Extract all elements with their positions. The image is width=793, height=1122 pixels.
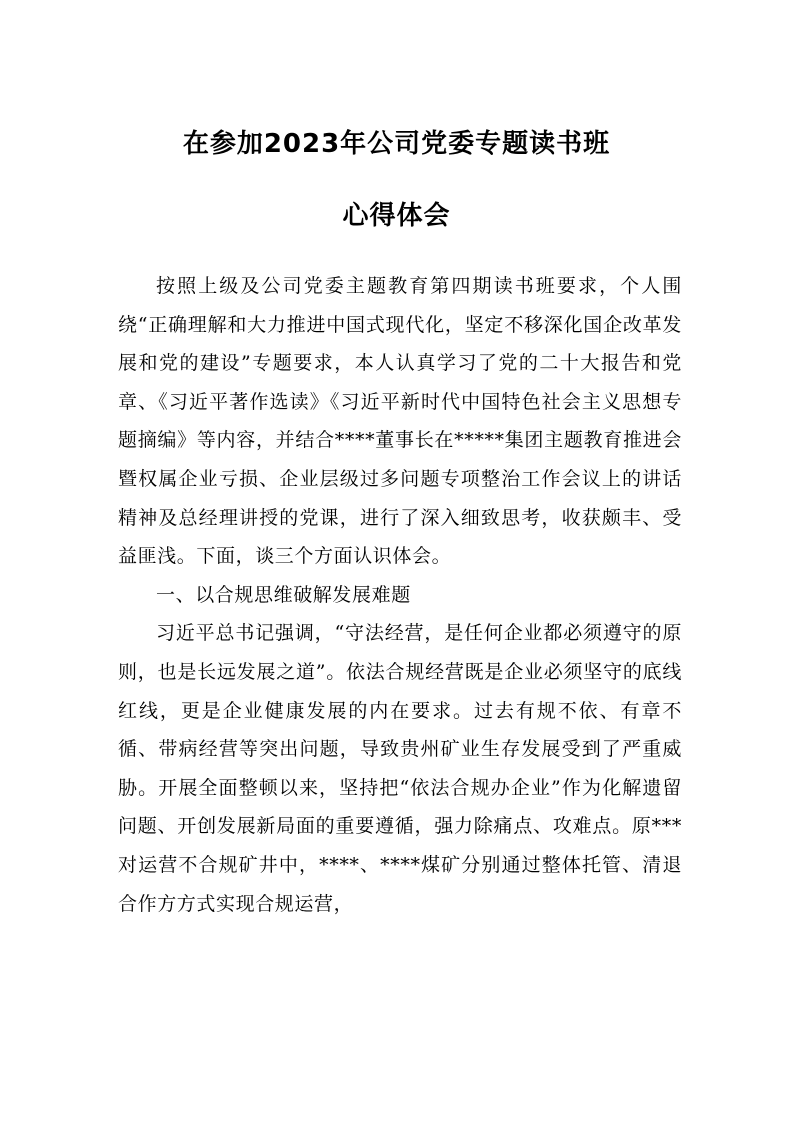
document-title-line-2: 心得体会 bbox=[342, 201, 451, 231]
section-heading-1: 一、以合规思维破解发展难题 bbox=[156, 583, 411, 606]
document-body bbox=[118, 267, 682, 923]
intro-paragraph: 按照上级及公司党委主题教育第四期读书班要求，个人围绕“正确理解和大力推进中国式现代化，坚定不移深化国企改革发展和党的建设”专题要求，本人认真学习了党的二十大报告和党章、《习近平著作选读》《习近平新时代中国特色社会主义思想专题摘编》等内容，并结合****董事长在*****集团主题教育推进会暨权属企业亏损、企业层级过多问题专项整治工作会议上的讲话精神及总经理讲授的党课，进行了深入细致思考，收获颇丰、受益匪浅。下面，谈三个方面认识体会。 bbox=[118, 275, 682, 568]
document-title-line-1: 在参加2023年公司党委专题读书班 bbox=[182, 129, 611, 159]
section-1-paragraph: 习近平总书记强调，“守法经营，是任何企业都必须遵守的原则，也是长远发展之道”。依法合规经营既是企业必须坚守的底线红线，更是企业健康发展的内在要求。过去有规不依、有章不循、带病经营等突出问题，导致贵州矿业生存发展受到了严重威胁。开展全面整顿以来，坚持把“依法合规办企业”作为化解遗留问题、开创发展新局面的重要遵循，强力除痛点、攻难点。原***对运营不合规矿井中，****、****煤矿分别通过整体托管、清退合作方方式实现合规运营， bbox=[118, 622, 682, 915]
